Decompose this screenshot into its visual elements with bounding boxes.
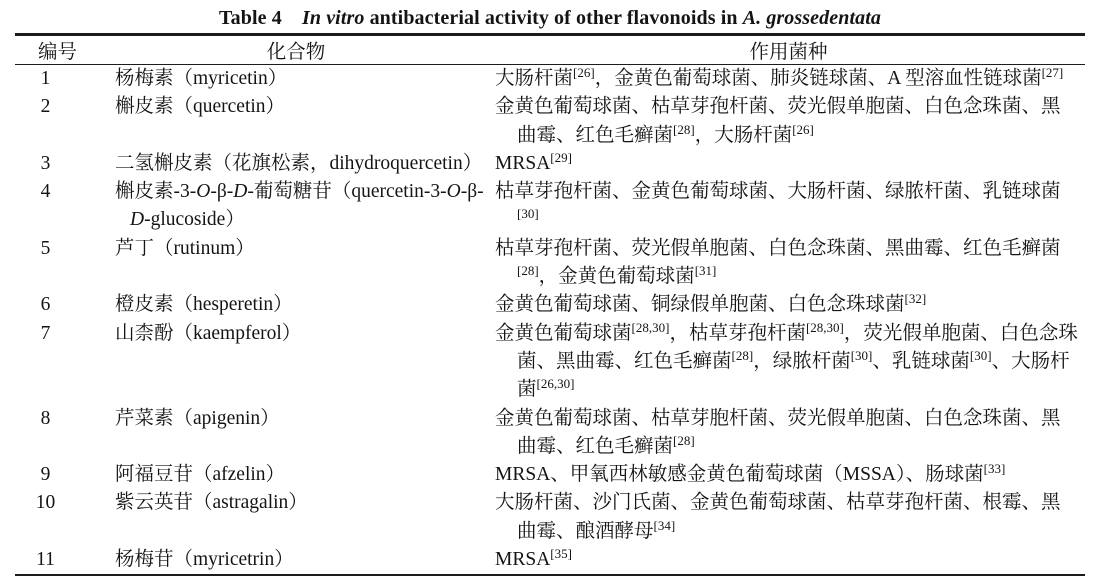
- table-row: [15, 150, 1085, 178]
- text-segment: 杨梅苷（myricetrin）: [115, 549, 294, 571]
- bacteria-cell: [492, 489, 1085, 546]
- reference-superscript: [31]: [694, 263, 717, 279]
- compound-cell: [100, 405, 492, 462]
- table-row: [15, 291, 1085, 319]
- table-body: [15, 65, 1085, 576]
- header-row: [15, 35, 1085, 65]
- text-segment: 金黄色葡萄球菌、铜绿假单胞菌、白色念珠球菌: [495, 294, 905, 316]
- text-segment: ，金黄色葡萄球菌: [538, 266, 695, 288]
- table-row: [15, 461, 1085, 489]
- text-segment: -β-: [210, 181, 234, 203]
- bacteria-cell: [492, 461, 1085, 489]
- table-row: [15, 178, 1085, 235]
- text-segment: A. grossedentata: [742, 7, 881, 29]
- reference-superscript: [30]: [850, 347, 873, 363]
- text-segment: 金黄色葡萄球菌、枯草芽孢杆菌、荧光假单胞菌、白色念珠菌、黑曲霉、红色毛癣菌: [495, 96, 1061, 146]
- table-row: [15, 93, 1085, 150]
- text-segment: 大肠杆菌: [495, 68, 574, 89]
- compound-cell: [100, 235, 492, 292]
- flavonoid-table: [15, 33, 1085, 576]
- text-segment: 芦丁（rutinum）: [115, 237, 255, 259]
- reference-superscript: [30]: [969, 347, 992, 363]
- text-segment: 二氢槲皮素（花旗松素，dihydroquercetin）: [115, 152, 483, 174]
- header-number: 编号: [15, 35, 100, 65]
- text-segment: ，枯草芽孢杆菌: [669, 322, 806, 344]
- text-segment: O: [196, 181, 211, 203]
- bacteria-cell: [492, 93, 1085, 150]
- text-segment: 金黄色葡萄球菌: [495, 322, 632, 344]
- text-segment: 杨梅素（myricetin）: [115, 68, 288, 89]
- compound-cell: [100, 320, 492, 405]
- table-title: [15, 5, 1085, 33]
- row-number-cell: 6: [40, 294, 51, 316]
- reference-superscript: [28]: [673, 432, 695, 448]
- reference-superscript: [29]: [550, 149, 572, 165]
- reference-superscript: [26]: [792, 121, 814, 137]
- table-row: [15, 320, 1085, 405]
- reference-superscript: [32]: [904, 291, 927, 307]
- reference-superscript: [28]: [517, 263, 539, 279]
- text-segment: 枯草芽孢杆菌、金黄色葡萄球菌、大肠杆菌、绿脓杆菌、乳链球菌: [495, 181, 1061, 203]
- reference-superscript: [28,30]: [631, 319, 670, 335]
- table-row: [15, 65, 1085, 94]
- text-segment: 、大肠杆菌: [517, 350, 1070, 401]
- bacteria-cell: [492, 178, 1085, 235]
- text-segment: -葡萄糖苷（quercetin-3-: [247, 181, 447, 203]
- text-segment: MRSA、甲氧西林敏感金黄色葡萄球菌（MSSA）、肠球菌: [495, 464, 984, 486]
- text-segment: 阿福豆苷（afzelin）: [115, 464, 286, 486]
- text-segment: ，金黄色葡萄球菌、肺炎链球菌、A 型溶血性链球菌: [594, 68, 1042, 89]
- compound-cell: [100, 291, 492, 319]
- row-number-cell: 3: [40, 152, 51, 174]
- row-number-cell: 11: [36, 549, 55, 571]
- bacteria-cell: [492, 546, 1085, 575]
- text-segment: D: [233, 181, 248, 203]
- bacteria-cell: [492, 291, 1085, 319]
- row-number-cell: 7: [40, 322, 51, 344]
- table-row: [15, 405, 1085, 462]
- table-row: [15, 546, 1085, 575]
- reference-superscript: [28]: [731, 347, 754, 363]
- text-segment: 橙皮素（hesperetin）: [115, 294, 293, 316]
- reference-superscript: [35]: [550, 546, 572, 562]
- text-segment: In vitro: [302, 7, 365, 29]
- text-segment: 枯草芽孢杆菌、荧光假单胞菌、白色念珠菌、黑曲霉、红色毛癣菌: [495, 237, 1061, 259]
- text-segment: D: [130, 209, 145, 231]
- row-number-cell: 9: [40, 464, 51, 486]
- header-compound: 化合物: [100, 35, 492, 65]
- header-bacteria: 作用菌种: [492, 35, 1085, 65]
- text-segment: 紫云英苷（astragalin）: [115, 492, 308, 514]
- row-number-cell: 10: [35, 492, 56, 514]
- row-number-cell: 2: [40, 96, 51, 118]
- text-segment: antibacterial activity of other flavonoids in: [364, 7, 743, 29]
- text-segment: MRSA: [495, 152, 551, 174]
- compound-cell: [100, 546, 492, 575]
- row-number-cell: 5: [40, 237, 51, 259]
- row-number-cell: 1: [40, 68, 51, 89]
- compound-cell: [100, 178, 492, 235]
- text-segment: ，大肠杆菌: [694, 124, 793, 146]
- table-row: [15, 489, 1085, 546]
- compound-cell: [100, 150, 492, 178]
- text-segment: 金黄色葡萄球菌、枯草芽胞杆菌、荧光假单胞菌、白色念珠菌、黑曲霉、红色毛癣菌: [495, 407, 1061, 457]
- text-segment: 芹菜素（apigenin）: [115, 407, 280, 429]
- compound-cell: [100, 65, 492, 94]
- text-segment: ，绿脓杆菌: [753, 350, 851, 372]
- row-number-cell: 4: [40, 181, 51, 203]
- bacteria-cell: [492, 235, 1085, 292]
- text-segment: -β-: [460, 181, 484, 203]
- text-segment: MRSA: [495, 549, 551, 571]
- text-segment: O: [446, 181, 461, 203]
- bacteria-cell: [492, 405, 1085, 462]
- text-segment: Table 4: [219, 7, 282, 29]
- compound-cell: [100, 93, 492, 150]
- reference-superscript: [26]: [573, 65, 595, 80]
- reference-superscript: [27]: [1041, 65, 1064, 80]
- text-segment: 大肠杆菌、沙门氏菌、金黄色葡萄球菌、枯草芽孢杆菌、根霉、黑曲霉、酿酒酵母: [495, 492, 1061, 542]
- text-segment: 山柰酚（kaempferol）: [115, 322, 302, 344]
- reference-superscript: [28,30]: [805, 319, 844, 335]
- text-segment: ，荧光假单胞菌、白色念珠菌、黑曲霉、红色毛癣菌: [517, 322, 1078, 372]
- reference-superscript: [28]: [673, 121, 695, 137]
- row-number-cell: 8: [40, 407, 51, 429]
- compound-cell: [100, 489, 492, 546]
- text-segment: 槲皮素（quercetin）: [115, 96, 286, 118]
- reference-superscript: [26,30]: [536, 376, 575, 392]
- bacteria-cell: [492, 320, 1085, 405]
- text-segment: -glucoside）: [144, 209, 245, 231]
- compound-cell: [100, 461, 492, 489]
- bacteria-cell: [492, 65, 1085, 94]
- table-row: [15, 235, 1085, 292]
- text-segment: 槲皮素-3-: [115, 181, 197, 203]
- text-segment: 、乳链球菌: [872, 350, 970, 372]
- reference-superscript: [33]: [983, 461, 1006, 477]
- bacteria-cell: [492, 150, 1085, 178]
- text-segment: [282, 7, 302, 29]
- reference-superscript: [30]: [517, 206, 539, 222]
- reference-superscript: [34]: [653, 517, 676, 533]
